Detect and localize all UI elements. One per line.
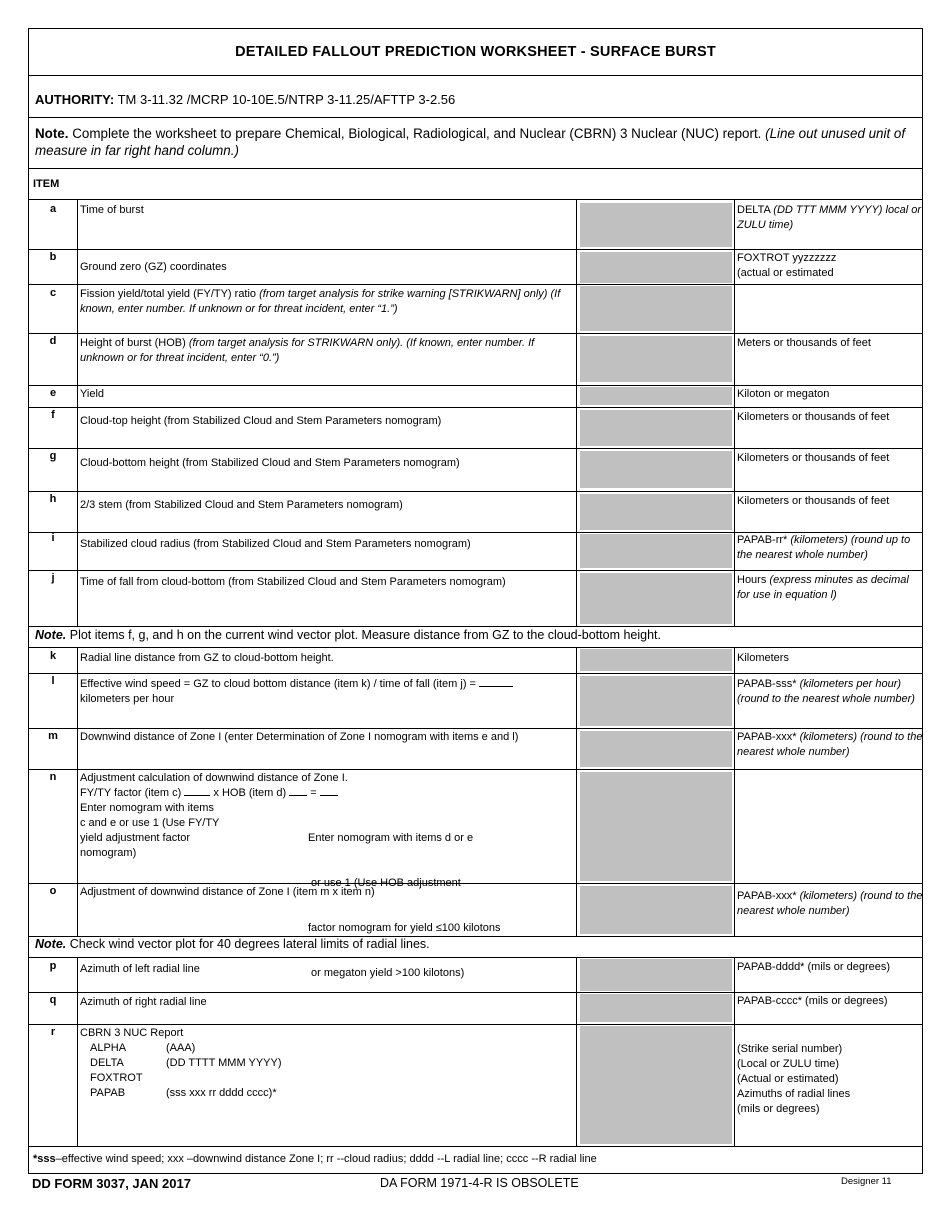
unit-code: PAPAB-xxx* <box>737 890 797 902</box>
column-divider <box>734 199 735 626</box>
report-format <box>166 1071 282 1086</box>
item-q-entry-field[interactable] <box>580 994 732 1022</box>
item-i-unit <box>737 533 923 563</box>
item-letter: a <box>49 203 57 215</box>
item-l-entry-field[interactable] <box>580 676 732 726</box>
item-o-unit <box>737 889 923 919</box>
report-unit: (mils or degrees) <box>737 1103 820 1115</box>
item-l-unit <box>737 677 923 707</box>
item-f-unit: Kilometers or thousands of feet <box>737 411 890 423</box>
column-divider <box>77 647 78 936</box>
item-j-unit <box>737 573 923 603</box>
report-codes <box>90 1041 143 1101</box>
report-format: (AAA) <box>166 1042 196 1054</box>
row-divider <box>29 992 922 993</box>
report-unit: (Local or ZULU time) <box>737 1058 840 1070</box>
hob-blank[interactable] <box>289 795 307 796</box>
desc-unit: kilometers per hour <box>80 693 175 705</box>
item-n-line2 <box>80 786 570 801</box>
report-unit: Azimuths of radial lines <box>737 1088 851 1100</box>
row-divider <box>29 957 922 958</box>
unit-note: (actual or estimated <box>737 267 834 279</box>
item-j-entry-field[interactable] <box>580 573 732 624</box>
unit-note: (DD TTT MMM YYYY) local or ZULU time) <box>737 204 921 231</box>
report-units <box>737 1042 850 1117</box>
item-letter: o <box>49 885 57 897</box>
item-m-description: Downwind distance of Zone I (enter Determination of Zone I nomogram with items e and l) <box>80 731 519 743</box>
item-c-entry-field[interactable] <box>580 286 732 331</box>
row-divider <box>29 647 922 648</box>
unit-note: (kilometers per hour) (round to the nearest whole number) <box>737 678 915 705</box>
note-text: Plot items f, g, and h on the current wind vector plot. Measure distance from GZ to the cloud-bottom height. <box>69 628 662 642</box>
desc-main: Effective wind speed = GZ to cloud bottom distance (item k) / time of fall (item j) = <box>80 678 476 690</box>
worksheet-form <box>28 28 923 1174</box>
column-divider <box>734 957 735 1146</box>
item-o-description: Adjustment of downwind distance of Zone I (item m x item n) <box>80 886 375 898</box>
row-divider <box>29 407 922 408</box>
item-i-description: Stabilized cloud radius (from Stabilized Cloud and Stem Parameters nomogram) <box>80 538 471 550</box>
report-unit: (Actual or estimated) <box>737 1073 839 1085</box>
item-letter: g <box>49 450 57 462</box>
column-divider <box>77 199 78 626</box>
item-i-entry-field[interactable] <box>580 534 732 568</box>
item-n-line1: Adjustment calculation of downwind distance of Zone I. <box>80 772 348 784</box>
item-k-entry-field[interactable] <box>580 649 732 671</box>
item-k-description: Radial line distance from GZ to cloud-bottom height. <box>80 652 334 664</box>
row-divider <box>29 333 922 334</box>
item-letter: c <box>49 287 57 299</box>
wind-speed-blank[interactable] <box>479 686 513 687</box>
item-b-unit <box>737 251 923 281</box>
instruction-line: Enter nomogram with items <box>80 802 214 814</box>
item-r-entry-field[interactable] <box>580 1026 732 1144</box>
hob-instructions <box>308 801 501 1011</box>
equals-sign: = <box>310 787 317 799</box>
column-divider <box>576 647 577 936</box>
item-h-entry-field[interactable] <box>580 494 732 530</box>
item-h-description: 2/3 stem (from Stabilized Cloud and Stem Parameters nomogram) <box>80 499 403 511</box>
note-label: Note. <box>35 937 67 951</box>
report-code: PAPAB <box>90 1087 126 1099</box>
designer-tag: Designer 11 <box>841 1176 892 1187</box>
item-e-description: Yield <box>80 388 105 400</box>
row-divider <box>29 1024 922 1025</box>
footnote-text: –effective wind speed; xxx –downwind distance Zone I; rr --cloud radius; dddd --L radial line; cccc --R radial line <box>55 1153 597 1165</box>
authority-label: AUTHORITY: <box>35 92 115 107</box>
azimuth-note <box>35 937 430 951</box>
item-p-entry-field[interactable] <box>580 959 732 991</box>
item-f-description: Cloud-top height (from Stabilized Cloud and Stem Parameters nomogram) <box>80 415 442 427</box>
abbreviation-footnote <box>33 1153 597 1165</box>
item-letter: l <box>51 675 55 687</box>
item-n-entry-field[interactable] <box>580 772 732 881</box>
item-a-entry-field[interactable] <box>580 203 732 247</box>
unit-code: Hours <box>737 574 767 586</box>
column-divider <box>77 957 78 1146</box>
item-m-unit <box>737 730 923 760</box>
row-divider <box>29 626 922 627</box>
row-divider <box>29 284 922 285</box>
report-code: ALPHA <box>90 1042 127 1054</box>
item-k-unit: Kilometers <box>737 652 789 664</box>
item-q-description: Azimuth of right radial line <box>80 996 207 1008</box>
form-title: DETAILED FALLOUT PREDICTION WORKSHEET - SURFACE BURST <box>235 44 716 60</box>
row-divider <box>29 491 922 492</box>
desc-italic: (from target analysis for STRIKWARN only). (If known, enter number. If unknown or for threat incident, enter “0.”) <box>80 337 535 364</box>
unit-code: PAPAB-sss* <box>737 678 797 690</box>
unit-note: (kilometers) (round to the nearest whole number) <box>737 731 923 758</box>
report-format: (sss xxx rr dddd cccc)* <box>166 1087 277 1099</box>
desc-main: Fission yield/total yield (FY/TY) ratio <box>80 288 257 300</box>
item-e-unit: Kiloton or megaton <box>737 388 830 400</box>
hob-label: x HOB (item d) <box>213 787 287 799</box>
note-text: Complete the worksheet to prepare Chemical, Biological, Radiological, and Nuclear (CBRN) 3 Nuclear (NUC) report. <box>72 126 762 141</box>
item-letter: m <box>48 730 58 742</box>
row-divider <box>29 883 922 884</box>
unit-code: PAPAB-xxx* <box>737 731 797 743</box>
item-c-description <box>80 287 570 317</box>
instruction-line: or use 1 (Use HOB adjustment <box>308 877 461 889</box>
row-divider <box>29 673 922 674</box>
item-g-entry-field[interactable] <box>580 451 732 488</box>
item-q-unit: PAPAB-cccc* (mils or degrees) <box>737 995 888 1007</box>
obsolete-notice: DA FORM 1971-4-R IS OBSOLETE <box>380 1176 579 1190</box>
unit-code: FOXTROT yyzzzzzz <box>737 252 837 264</box>
footnote-label: *sss <box>33 1153 56 1165</box>
item-a-description: Time of burst <box>80 204 144 216</box>
item-letter: q <box>49 994 57 1006</box>
row-divider <box>29 769 922 770</box>
item-e-entry-field[interactable] <box>580 387 732 405</box>
item-o-entry-field[interactable] <box>580 886 732 934</box>
item-letter: d <box>49 335 57 347</box>
instruction-line: Enter nomogram with items d or e <box>308 832 474 844</box>
item-m-entry-field[interactable] <box>580 731 732 767</box>
report-unit: (Strike serial number) <box>737 1043 843 1055</box>
instruction-note <box>35 125 915 159</box>
item-r-title: CBRN 3 NUC Report <box>80 1027 184 1039</box>
unit-note: (express minutes as decimal for use in equation l) <box>737 574 909 601</box>
item-g-description: Cloud-bottom height (from Stabilized Cloud and Stem Parameters nomogram) <box>80 457 460 469</box>
item-letter: i <box>51 532 55 544</box>
item-letter: e <box>49 387 57 399</box>
report-formats <box>166 1041 282 1101</box>
report-code: DELTA <box>90 1057 124 1069</box>
item-d-description <box>80 336 570 366</box>
item-letter: p <box>49 960 57 972</box>
instruction-line: c and e or use 1 (Use FY/TY <box>80 817 220 829</box>
unit-code: DELTA <box>737 204 771 216</box>
authority-line <box>35 92 455 107</box>
row-divider <box>29 1146 922 1147</box>
unit-code: PAPAB-rr* <box>737 534 788 546</box>
divider <box>29 168 922 169</box>
instruction-line: or megaton yield >100 kilotons) <box>308 967 465 979</box>
report-code: FOXTROT <box>90 1072 143 1084</box>
unit-note: (kilometers) (round to the nearest whole number) <box>737 890 923 917</box>
item-l-description <box>80 677 570 707</box>
desc-italic: (from target analysis for strike warning [STRIKWARN] only) (If known, enter number. If unknown or for threat incident, enter “1.”) <box>80 288 561 315</box>
unit-note: (kilometers) (round up to the nearest whole number) <box>737 534 911 561</box>
item-h-unit: Kilometers or thousands of feet <box>737 495 890 507</box>
item-p-description: Azimuth of left radial line <box>80 963 200 975</box>
row-divider <box>29 385 922 386</box>
column-divider <box>576 957 577 1146</box>
item-b-description: Ground zero (GZ) coordinates <box>80 261 227 273</box>
fyty-label: FY/TY factor (item c) <box>80 787 182 799</box>
note-label: Note. <box>35 628 67 642</box>
result-blank[interactable] <box>320 795 338 796</box>
column-divider <box>576 199 577 626</box>
item-letter: j <box>51 572 55 584</box>
item-d-unit: Meters or thousands of feet <box>737 337 871 349</box>
instruction-line: nomogram) <box>80 847 137 859</box>
divider <box>29 199 922 200</box>
divider <box>29 75 922 76</box>
item-f-entry-field[interactable] <box>580 410 732 446</box>
report-format: (DD TTTT MMM YYYY) <box>166 1057 282 1069</box>
row-divider <box>29 249 922 250</box>
note-italic: (Line out unused unit of measure in far right hand column.) <box>35 126 906 158</box>
form-number: DD FORM 3037, JAN 2017 <box>32 1176 191 1191</box>
divider <box>29 117 922 118</box>
desc-main: Height of burst (HOB) <box>80 337 186 349</box>
plot-note <box>35 628 661 642</box>
instruction-line: factor nomogram for yield ≤100 kilotons <box>308 922 501 934</box>
item-letter: h <box>49 493 57 505</box>
item-header: ITEM <box>33 178 60 190</box>
fyty-blank[interactable] <box>184 795 210 796</box>
note-label: Note. <box>35 126 69 141</box>
note-text: Check wind vector plot for 40 degrees lateral limits of radial lines. <box>69 937 430 951</box>
row-divider <box>29 448 922 449</box>
item-j-description: Time of fall from cloud-bottom (from Stabilized Cloud and Stem Parameters nomogram) <box>80 576 506 588</box>
item-letter: n <box>49 771 57 783</box>
item-d-entry-field[interactable] <box>580 336 732 382</box>
instruction-line: yield adjustment factor <box>80 832 191 844</box>
item-p-unit: PAPAB-dddd* (mils or degrees) <box>737 961 891 973</box>
row-divider <box>29 570 922 571</box>
row-divider <box>29 728 922 729</box>
item-letter: k <box>49 650 57 662</box>
item-b-entry-field[interactable] <box>580 252 732 283</box>
authority-text: TM 3-11.32 /MCRP 10-10E.5/NTRP 3-11.25/AFTTP 3-2.56 <box>117 92 456 107</box>
item-letter: b <box>49 251 57 263</box>
item-letter: f <box>51 409 55 421</box>
item-g-unit: Kilometers or thousands of feet <box>737 452 890 464</box>
column-divider <box>734 647 735 936</box>
item-letter: r <box>50 1026 56 1038</box>
fyty-instructions <box>80 801 219 861</box>
item-a-unit <box>737 203 923 233</box>
